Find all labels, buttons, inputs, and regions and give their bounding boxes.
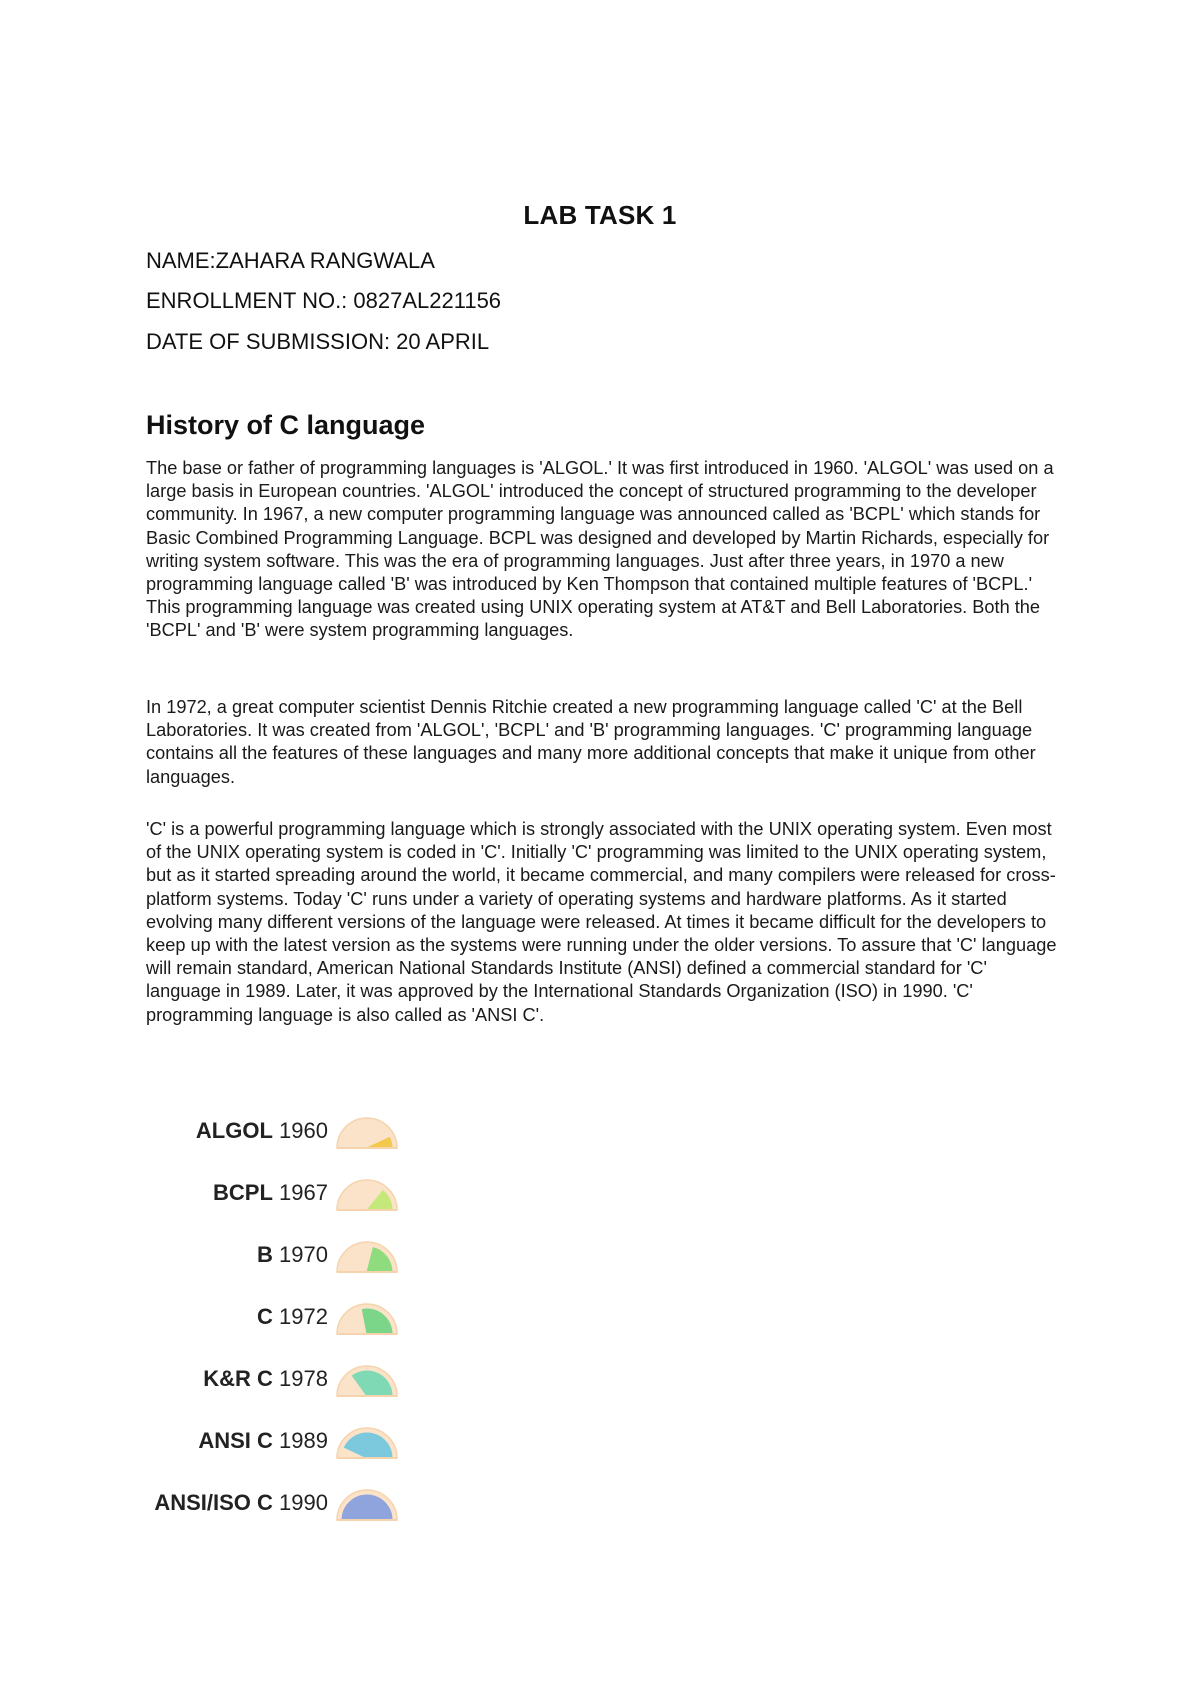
timeline-gauge-icon (334, 1232, 400, 1276)
timeline-item (140, 1108, 440, 1158)
timeline-item (140, 1232, 440, 1282)
timeline-gauge-icon (334, 1356, 400, 1400)
timeline-year: 1989 (279, 1428, 328, 1453)
timeline-year: 1972 (279, 1304, 328, 1329)
timeline-language: ANSI/ISO C (154, 1490, 273, 1515)
timeline-language: BCPL (213, 1180, 273, 1205)
timeline-item (140, 1170, 440, 1220)
timeline-year: 1960 (279, 1118, 328, 1143)
timeline-item (140, 1418, 440, 1468)
submission-date: DATE OF SUBMISSION: 20 APRIL (146, 329, 490, 354)
paragraph-1: The base or father of programming languages is 'ALGOL.' It was first introduced in 1960. 'ALGOL' was used on a large basis in European countries. 'ALGOL' introduced the concept of structured programming to the developer community. In 1967, a new computer programming language was announced called as 'BCPL' which stands for Basic Combined Programming Language. BCPL was designed and developed by Martin Richards, especially for writing system software. This was the era of programming languages. Just after three years, in 1970 a new programming language called 'B' was introduced by Ken Thompson that contained multiple features of 'BCPL.' This programming language was created using UNIX operating system at AT&T and Bell Laboratories. Both the 'BCPL' and 'B' were system programming languages. (146, 458, 1054, 641)
timeline-language: K&R C (203, 1366, 273, 1391)
section-heading: History of C language (146, 410, 426, 440)
timeline-language: C (257, 1304, 273, 1329)
timeline-language: ANSI C (198, 1428, 273, 1453)
paragraph-2: In 1972, a great computer scientist Dennis Ritchie created a new programming language called 'C' at the Bell Laboratories. It was created from 'ALGOL', 'BCPL' and 'B' programming languages. 'C' programming language contains all the features of these languages and many more additional concepts that make it unique from other languages. (146, 697, 1036, 787)
timeline-year: 1978 (279, 1366, 328, 1391)
timeline-gauge-icon (334, 1294, 400, 1338)
paragraph-3: 'C' is a powerful programming language which is strongly associated with the UNIX operating system. Even most of the UNIX operating system is coded in 'C'. Initially 'C' programming was limited to the UNIX operating system, but as it started spreading around the world, it became commercial, and many compilers were released for cross-platform systems. Today 'C' runs under a variety of operating systems and hardware platforms. As it started evolving many different versions of the language were released. At times it became difficult for the developers to keep up with the latest version as the systems were running under the older versions. To assure that 'C' language will remain standard, American National Standards Institute (ANSI) defined a commercial standard for 'C' language in 1989. Later, it was approved by the International Standards Organization (ISO) in 1990. 'C' programming language is also called as 'ANSI C'. (146, 819, 1057, 1025)
timeline-language: B (257, 1242, 273, 1267)
timeline-year: 1967 (279, 1180, 328, 1205)
timeline-gauge-icon (334, 1170, 400, 1214)
timeline-item (140, 1294, 440, 1344)
timeline-item (140, 1480, 440, 1530)
timeline-year: 1970 (279, 1242, 328, 1267)
student-name: NAME:ZAHARA RANGWALA (146, 248, 435, 273)
timeline-item (140, 1356, 440, 1406)
timeline-language: ALGOL (195, 1118, 273, 1143)
enrollment-number: ENROLLMENT NO.: 0827AL221156 (146, 288, 502, 313)
page-title: LAB TASK 1 (523, 200, 677, 230)
timeline-gauge-icon (334, 1108, 400, 1152)
timeline-year: 1990 (279, 1490, 328, 1515)
timeline-gauge-icon (334, 1418, 400, 1462)
timeline-gauge-icon (334, 1480, 400, 1524)
